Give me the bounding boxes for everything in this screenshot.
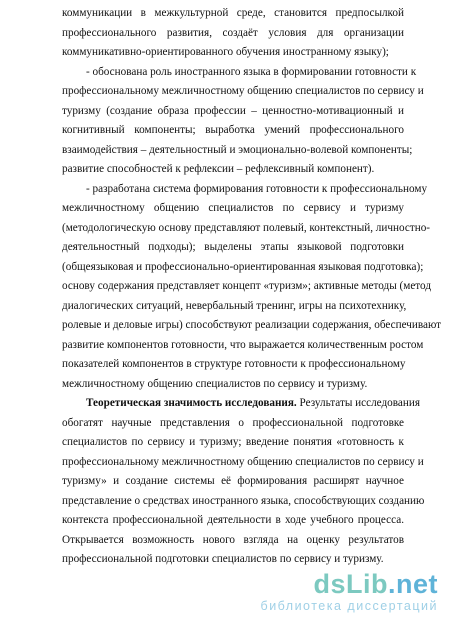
text-line [62, 394, 420, 414]
line-text: Открывается возможность нового взгляда на оценку результатов [62, 533, 404, 546]
text-line [62, 375, 404, 395]
section-heading: Теоретическая значимость исследования. [86, 397, 297, 409]
text-line [62, 160, 404, 180]
logo-part1: dsLib [313, 569, 388, 599]
text-line [62, 219, 431, 239]
text-line [62, 43, 404, 63]
line-text: - разработана система формирования готовности к профессиональному [86, 182, 428, 195]
line-text: контекста профессиональной деятельности в ходе учебного процесса. [62, 514, 404, 526]
line-text: когнитивный компоненты; выработка умений профессионального [62, 124, 404, 136]
line-text: (методологическую основу представляют полевый, контекстный, личностно- [62, 221, 431, 234]
line-text: профессиональному межличностному общению специалистов по сервису и [62, 85, 424, 97]
logo-part2: .net [387, 569, 438, 599]
line-text: коммуникации в межкультурной среде, становится предпосылкой [62, 7, 404, 19]
text-line [62, 4, 404, 24]
text-line [62, 102, 404, 122]
text-line [62, 238, 404, 258]
line-text: развитие компонентов готовности, что выражается количественным ростом [62, 338, 424, 351]
line-text: - обоснована роль иностранного языка в формировании готовности к [86, 65, 417, 78]
text-line [62, 63, 417, 83]
line-text: туризму» и создание системы её формирования расширят научное [62, 475, 404, 487]
line-text: межличностному общению специалистов по сервису и туризму [62, 202, 404, 214]
line-text: ролевые и деловые игры) способствуют реализации содержания, обеспечивают [62, 319, 442, 331]
text-line [62, 277, 432, 297]
line-text: диалогических ситуаций, невербальный тренинг, игры на психотехнику, [62, 299, 407, 312]
text-line [62, 121, 404, 141]
text-line [62, 414, 404, 434]
text-line [62, 297, 407, 317]
text-line [62, 336, 424, 356]
line-text: (общеязыковая и профессионально-ориентированная языковая подготовка); [62, 260, 424, 273]
text-line [62, 433, 404, 453]
line-text: профессиональному межличностному общению специалистов по сервису и [62, 455, 424, 468]
line-text: специалистов по сервису и туризму; введение понятия «готовность к [62, 436, 404, 448]
text-line [62, 472, 404, 492]
text-line [62, 316, 442, 336]
text-line [62, 199, 404, 219]
line-text: Результаты исследования [296, 397, 420, 409]
line-text: коммуникативно-ориентированного обучения иностранному языку); [62, 46, 389, 58]
text-line [62, 258, 424, 278]
document-page [62, 4, 442, 570]
text-line [62, 24, 404, 44]
line-text: развитие способностей к рефлексии – рефлексивный компонент). [62, 163, 375, 175]
line-text: профессиональной подготовки специалистов по сервису и туризму. [62, 553, 384, 565]
line-text: профессионального развития, создаёт условия для организации [62, 26, 404, 39]
line-text: показателей компонентов в структуре готовности к профессиональному [62, 358, 406, 370]
text-line [62, 355, 404, 375]
text-line [62, 531, 404, 551]
text-line [62, 550, 404, 570]
line-text: деятельностный подходы); выделены этапы языковой подготовки [62, 241, 404, 253]
text-line [62, 453, 424, 473]
text-line [62, 180, 428, 200]
text-line [62, 492, 425, 512]
line-text: межличностному общению специалистов по сервису и туризму. [62, 377, 368, 390]
text-line [62, 82, 424, 102]
line-text: взаимодействия – деятельностный и эмоционально-волевой компоненты; [62, 143, 413, 156]
dslib-logo [261, 570, 438, 598]
line-text: основу содержания представляет концепт «туризм»; активные методы (метод [62, 280, 432, 292]
watermark [261, 570, 438, 614]
text-line [62, 511, 404, 531]
line-text: обогатят научные представления о профессиональной подготовке [62, 416, 404, 429]
text-line [62, 141, 413, 161]
logo-subtitle: библиотека диссертаций [260, 599, 438, 613]
line-text: туризму (создание образа профессии – ценностно-мотивационный и [62, 104, 404, 117]
line-text: представление о средствах иностранного языка, способствующих созданию [62, 494, 425, 507]
